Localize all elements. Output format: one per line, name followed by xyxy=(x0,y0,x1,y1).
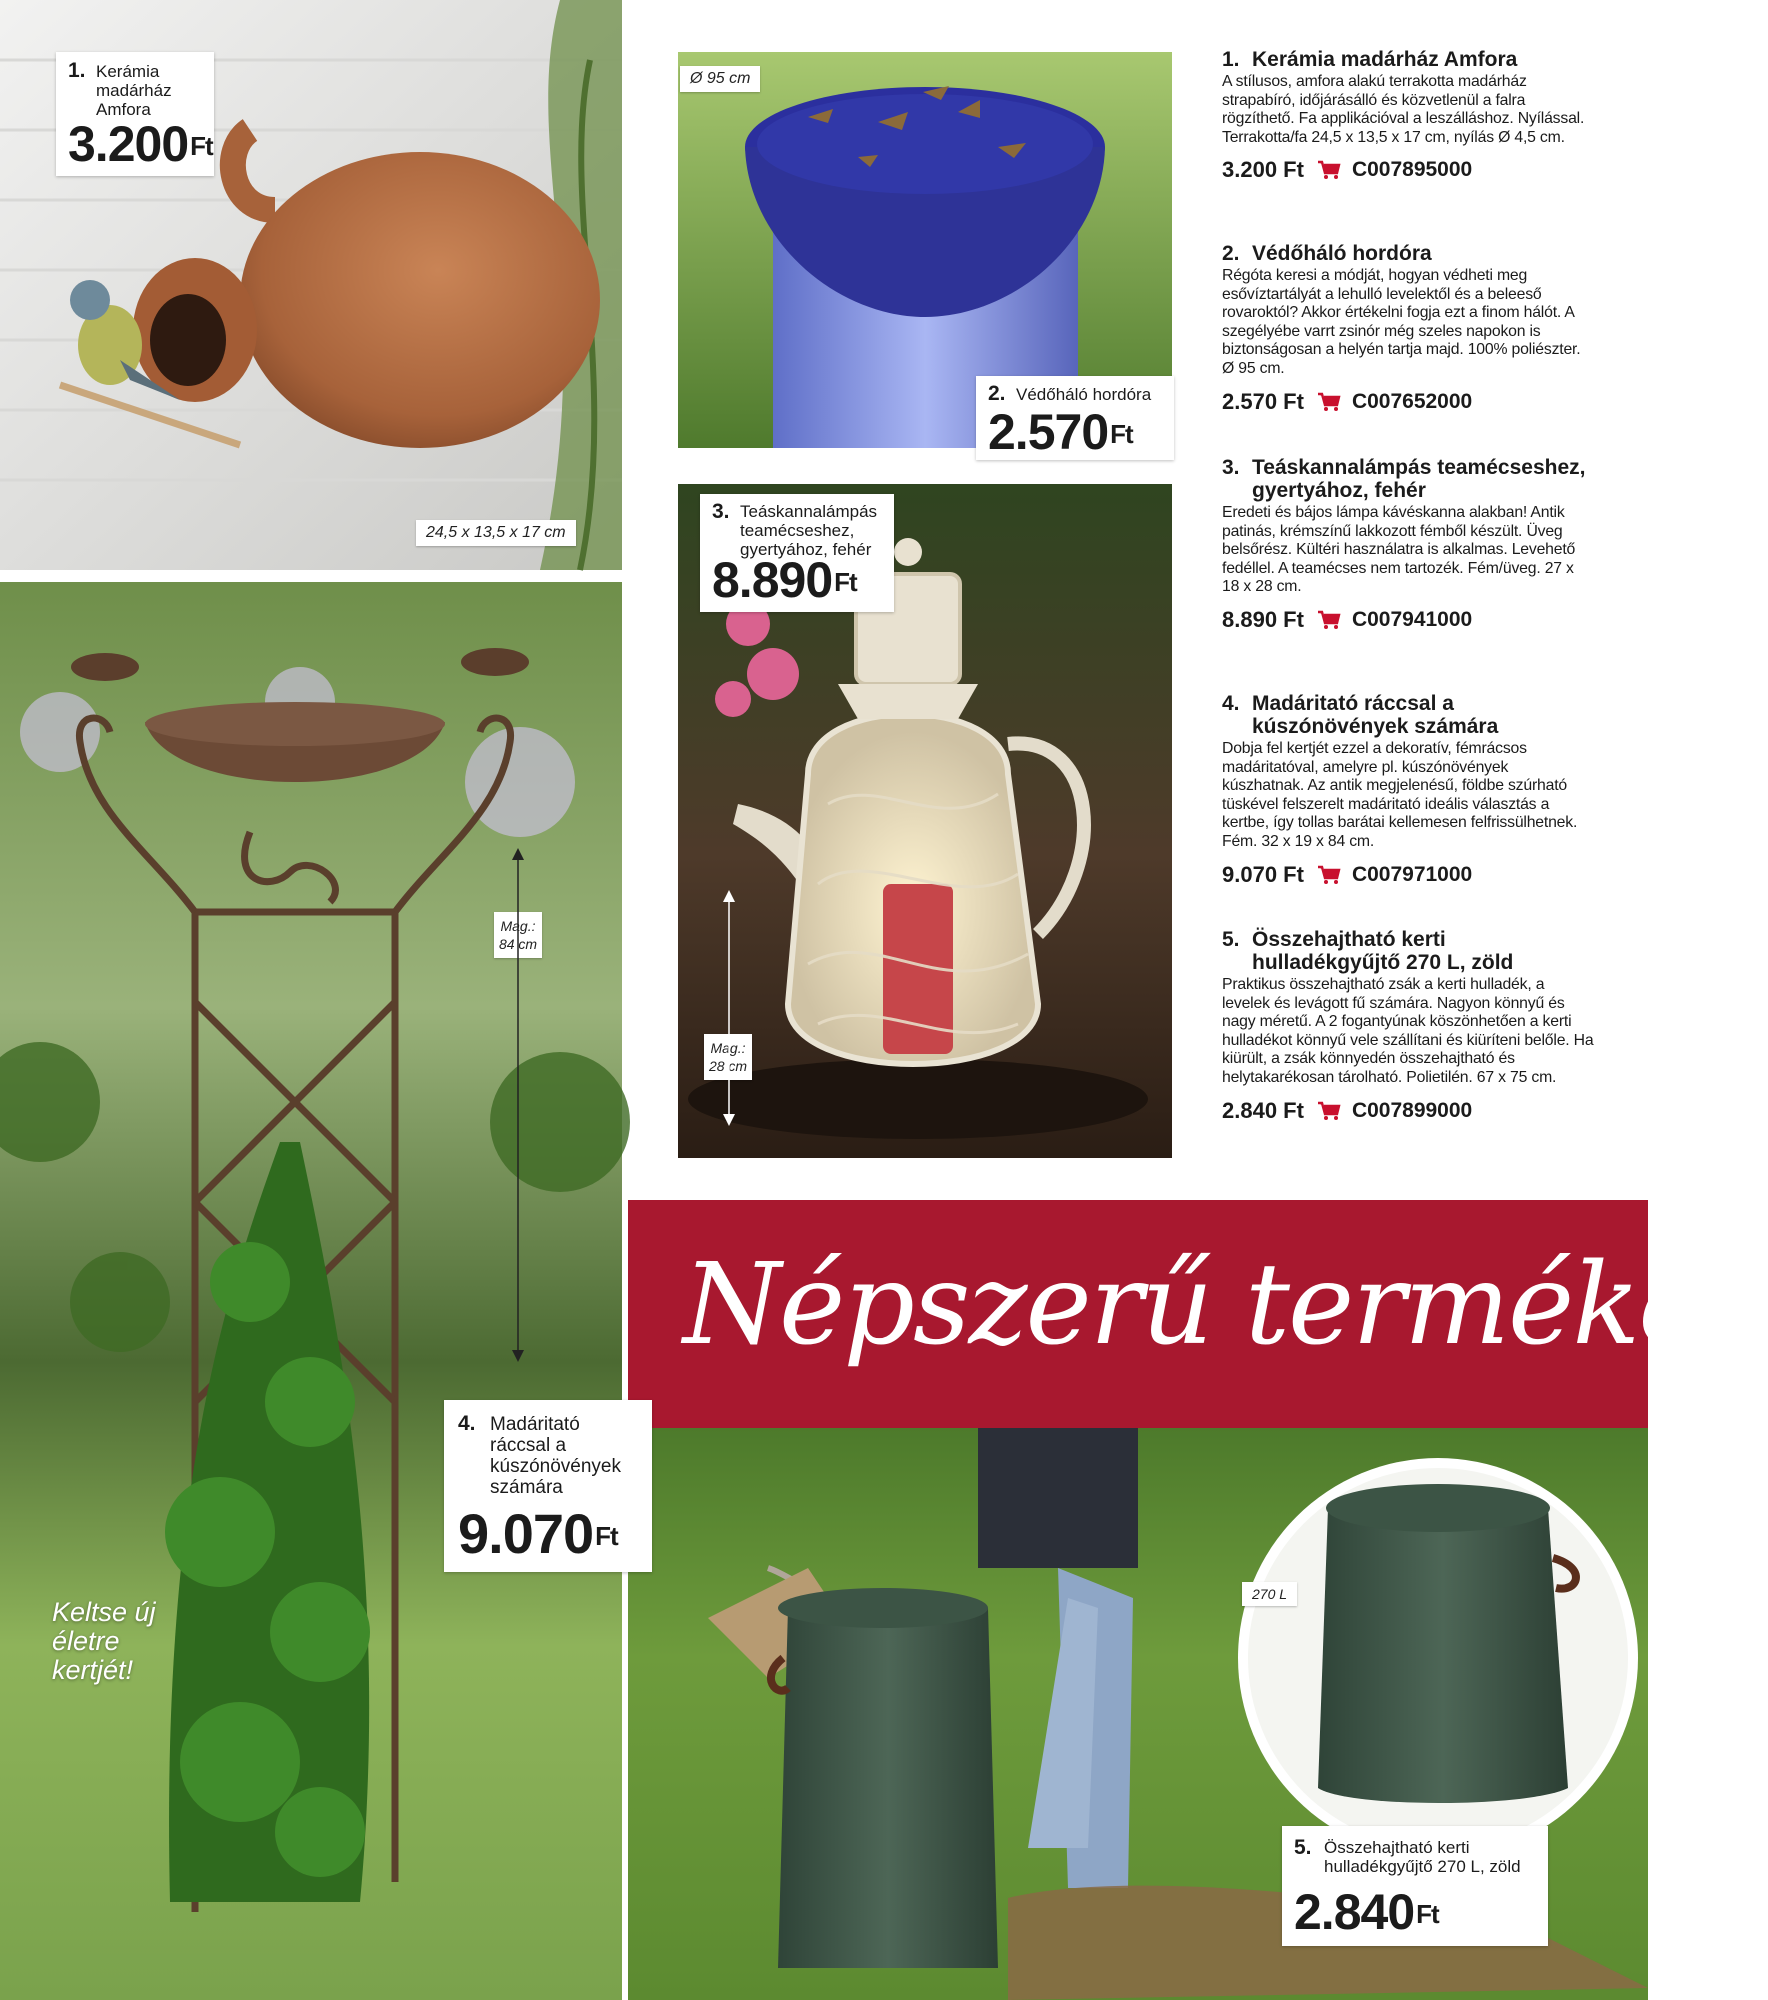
product-title: 1. Kerámia madárház Amfora xyxy=(1222,48,1518,71)
product-3 xyxy=(1222,456,1594,633)
tag-number: 3. xyxy=(712,500,730,523)
cart-icon[interactable] xyxy=(1318,1102,1340,1120)
product-code: C007899000 xyxy=(1351,1098,1473,1122)
product-price-row xyxy=(1222,607,1594,633)
product-description: Eredeti és bájos lámpa kávéskanna alakban! Antik patinás, krémszínű lakkozott fémből készült. Üveg belsőrész. Kültéri használatra is alkalmas. Levehető fedéllel. A teamécses nem tartozék. Fém/üveg. 27 x 18 x 28 cm. xyxy=(1222,504,1576,596)
product-1 xyxy=(1222,48,1594,183)
dimension-label-3: Mag.: 28 cm xyxy=(704,1034,752,1080)
product-price: 2.570 Ft xyxy=(1222,388,1304,414)
product-code: C007895000 xyxy=(1351,158,1473,182)
product-price: 3.200 Ft xyxy=(1222,157,1304,183)
product-price-row xyxy=(1222,157,1594,183)
popular-products-banner xyxy=(628,1200,1768,1428)
price-tag-2 xyxy=(976,376,1174,460)
dimension-label-5: 270 L xyxy=(1242,1582,1297,1606)
tag-number: 1. xyxy=(68,59,86,82)
tag-number: 2. xyxy=(988,382,1006,405)
product-price: 8.890 Ft xyxy=(1222,606,1304,632)
cart-icon[interactable] xyxy=(1318,393,1340,411)
tag-name: Védőháló hordóra xyxy=(1016,385,1152,404)
height-arrow-4 xyxy=(510,848,526,1362)
product-4 xyxy=(1222,692,1594,888)
tag-price: $2.570^{Ft}$ xyxy=(988,404,1133,460)
photo-bird-bath-trellis xyxy=(0,582,622,2000)
product-price: 2.840 Ft xyxy=(1222,1097,1304,1123)
dimension-label-4: Mag.: 84 cm xyxy=(494,912,542,958)
tag-name: Teáskannalámpás teamécseshez, gyertyához, fehér xyxy=(740,502,878,559)
cart-icon[interactable] xyxy=(1318,611,1340,629)
product-price: 9.070 Ft xyxy=(1222,861,1304,887)
height-arrow-3 xyxy=(721,890,737,1126)
cart-icon[interactable] xyxy=(1318,866,1340,884)
tag-number: 4. xyxy=(458,1412,476,1435)
product-title: 4. Madáritató ráccsal a kúszónövények számára xyxy=(1222,692,1499,738)
dimension-label-1: 24,5 x 13,5 x 17 cm xyxy=(416,520,576,546)
product-5 xyxy=(1222,928,1594,1124)
banner-title: Népszerű termékek xyxy=(683,1240,1768,1370)
product-description: Dobja fel kertjét ezzel a dekoratív, fémrácsos madáritatóval, amelyre pl. kúszónövények kúszhatnak. Az antik megjelenésű, földbe szúrható tüskével felszerelt madáritató ideális választás a kertbe, így tollas barátai kellemesen felfrissülhetnek. Fém. 32 x 19 x 84 cm. xyxy=(1222,740,1578,850)
price-tag-4 xyxy=(444,1400,652,1572)
tag-name: Kerámia madárház Amfora xyxy=(96,62,172,119)
product-title: 3. Teáskannalámpás teamécseshez, gyertyához, fehér xyxy=(1222,456,1586,502)
product-price-row xyxy=(1222,862,1594,888)
tag-price: $2.840^{Ft}$ xyxy=(1294,1884,1439,1940)
product-code: C007652000 xyxy=(1351,389,1473,413)
product-title: 5. Összehajtható kerti hulladékgyűjtő 270 L, zöld xyxy=(1222,928,1514,974)
tag-price: $9.070^{Ft}$ xyxy=(458,1502,618,1565)
tag-name: Összehajtható kerti hulladékgyűjtő 270 L, zöld xyxy=(1324,1838,1521,1876)
price-tag-1 xyxy=(56,52,214,176)
tag-price: $8.890^{Ft}$ xyxy=(712,552,857,608)
tag-price: $3.200^{Ft}$ xyxy=(68,116,213,172)
product-2 xyxy=(1222,242,1594,415)
product-title: 2. Védőháló hordóra xyxy=(1222,242,1432,265)
cart-icon[interactable] xyxy=(1318,161,1340,179)
product-description: Praktikus összehajtható zsák a kerti hulladék, a levelek és levágott fű számára. Nagyon könnyű és nagy méretű. A 2 fogantyúnak köszönhetően a kerti hulladékot könnyű vele szállítani és kiüríteni belőle. Ha kiürült, a zsák könnyedén összehajtható és helytakarékosan tárolható. Polietilén. 67 x 75 cm. xyxy=(1222,976,1594,1086)
tag-name: Madáritató ráccsal a kúszónövények számára xyxy=(490,1414,621,1498)
product-code: C007971000 xyxy=(1351,862,1473,886)
slogan: Keltse új életre kertjét! xyxy=(52,1597,156,1685)
product-price-row xyxy=(1222,1098,1594,1124)
product-description: A stílusos, amfora alakú terrakotta madárház strapabíró, időjárásálló és közvetlenül a falra rögzíthető. Fa applikációval a leszálláshoz. Nyílással. Terrakotta/fa 24,5 x 13,5 x 17 cm, nyílás Ø 4,5 cm. xyxy=(1222,73,1585,146)
price-tag-3 xyxy=(700,494,894,612)
dimension-label-2: Ø 95 cm xyxy=(680,66,760,92)
product-price-row xyxy=(1222,389,1594,415)
product-description: Régóta keresi a módját, hogyan védheti meg esővíztartályát a lehulló levelektől és a beleeső rovaroktól? Akkor értékelni fogja ezt a finom hálót. A szegélyébe varrt zsinór még szeles napokon is biztonságosan a helyén tartja majd. 100% poliészter. Ø 95 cm. xyxy=(1222,267,1581,377)
tag-number: 5. xyxy=(1294,1836,1312,1859)
price-tag-5 xyxy=(1282,1826,1548,1946)
product-code: C007941000 xyxy=(1351,607,1473,631)
